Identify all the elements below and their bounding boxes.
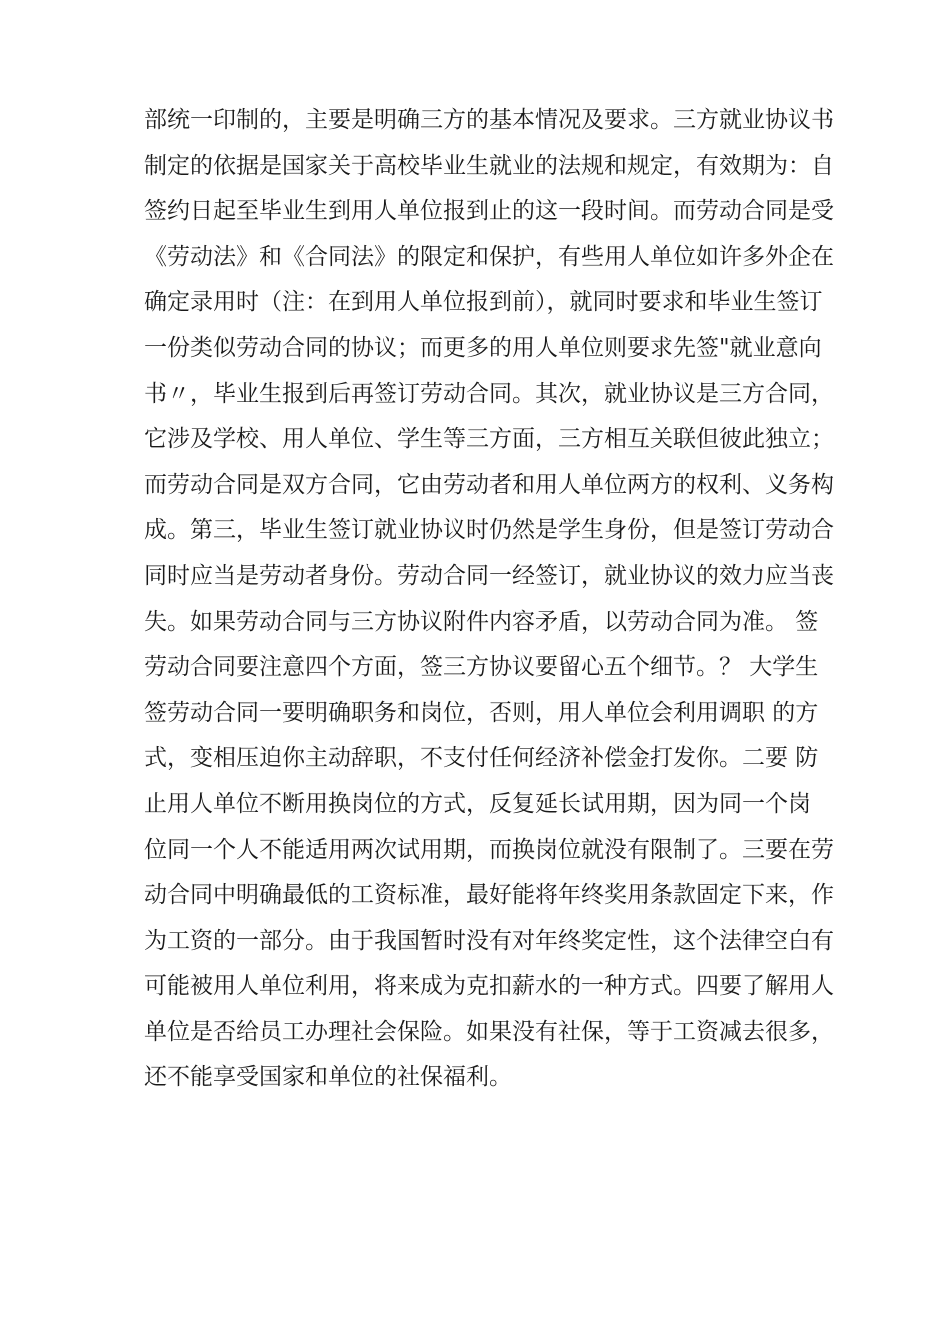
text-line-4: 《劳动法》和《合同法》的限定和保护，有些用人单位如许多外企在 — [144, 243, 834, 270]
text-line-5: 确定录用时（注：在到用人单位报到前），就同时要求和毕业生签订 — [144, 289, 823, 316]
text-line-16: 止用人单位不断用换岗位的方式，反复延长试用期，因为同一个岗 — [144, 790, 811, 817]
text-line-10: 成。第三，毕业生签订就业协议时仍然是学生身份，但是签订劳动合 — [144, 517, 834, 544]
text-line-8: 它涉及学校、用人单位、学生等三方面，三方相互关联但彼此独立； — [144, 426, 834, 453]
text-line-9: 而劳动合同是双方合同，它由劳动者和用人单位两方的权利、义务构 — [144, 471, 834, 498]
text-line-11: 同时应当是劳动者身份。劳动合同一经签订，就业协议的效力应当丧 — [144, 562, 834, 589]
text-line-19: 为工资的一部分。由于我国暂时没有对年终奖定性，这个法律空白有 — [144, 927, 834, 954]
text-line-3: 签约日起至毕业生到用人单位报到止的这一段时间。而劳动合同是受 — [144, 198, 834, 225]
body-text — [144, 98, 844, 1101]
text-line-15: 式，变相压迫你主动辞职，不支付任何经济补偿金打发你。二要 防 — [144, 745, 819, 772]
text-line-20: 可能被用人单位利用，将来成为克扣薪水的一种方式。四要了解用人 — [144, 973, 834, 1000]
text-line-18: 动合同中明确最低的工资标准，最好能将年终奖用条款固定下来，作 — [144, 882, 834, 909]
text-line-21: 单位是否给员工办理社会保险。如果没有社保，等于工资减去很多， — [144, 1018, 834, 1045]
text-line-7: 书〃，毕业生报到后再签订劳动合同。其次，就业协议是三方合同， — [144, 380, 834, 407]
text-line-13: 劳动合同要注意四个方面，签三方协议要留心五个细节。？ 大学生 — [144, 654, 819, 681]
text-line-17: 位同一个人不能适用两次试用期，而换岗位就没有限制了。三要在劳 — [144, 836, 834, 863]
text-line-2: 制定的依据是国家关于高校毕业生就业的法规和规定，有效期为：自 — [144, 152, 834, 179]
text-line-1: 部统一印制的，主要是明确三方的基本情况及要求。三方就业协议书 — [144, 107, 834, 133]
text-line-22: 还不能享受国家和单位的社保福利。 — [144, 1064, 512, 1091]
text-line-14: 签劳动合同一要明确职务和岗位，否则，用人单位会利用调职 的方 — [144, 699, 819, 726]
text-line-12: 失。如果劳动合同与三方协议附件内容矛盾，以劳动合同为准。 签 — [144, 608, 819, 635]
text-line-6: 一份类似劳动合同的协议；而更多的用人单位则要求先签"就业意向 — [144, 334, 822, 361]
